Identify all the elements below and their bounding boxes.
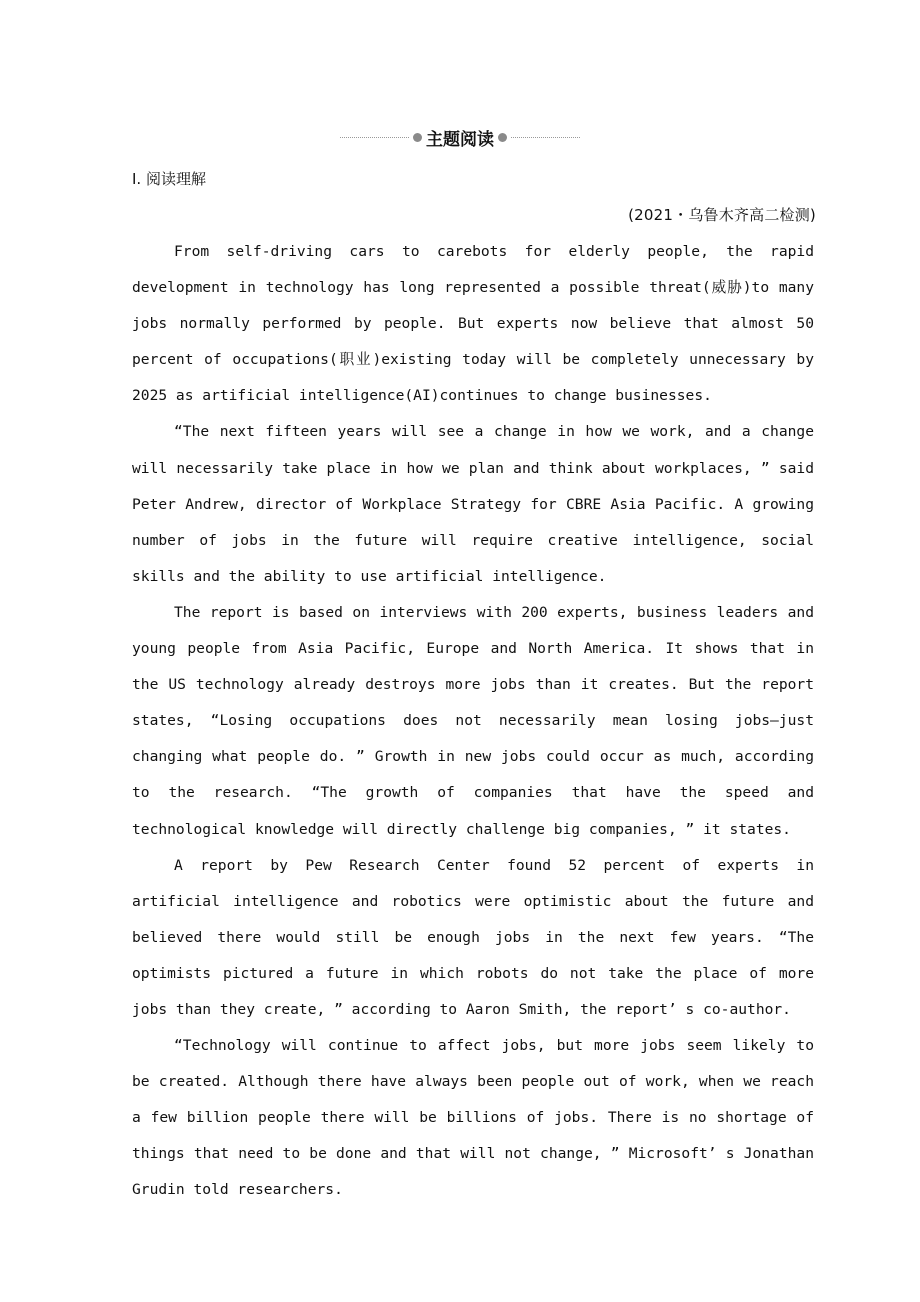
paragraph: “Technology will continue to affect jobs, but more jobs seem likely to be created. Although there have always been people out of work, when we reach a few billion people there will be billions of jobs. There is no shortage of things that need to be done and that will not change, ” Microsoft’ s Jonathan Grudin told researchers. xyxy=(132,1037,814,1199)
paragraph: The report is based on interviews with 200 experts, business leaders and young people from Asia Pacific, Europe and North America. It shows that in the US technology already destroys more jobs than it creates. But the report states, “Losing occupations does not necessarily mean losing jobs—just changing what people do. ” Growth in new jobs could occur as much, according to the research. “The growth of companies that have the speed and technological knowledge will directly challenge big companies, ” it states. xyxy=(132,603,814,838)
paragraph: A report by Pew Research Center found 52 percent of experts in artificial intelligence and robotics were optimistic about the future and believed there would still be enough jobs in the next few years. “The optimists pictured a future in which robots do not take the place of more jobs than they create, ” according to Aaron Smith, the report’ s co-author. xyxy=(132,856,814,1018)
banner-right-dot-icon xyxy=(498,133,507,142)
paragraph: “The next fifteen years will see a change in how we work, and a change will necessarily take place in how we plan and think about workplaces, ” said Peter Andrew, director of Workplace Strategy for CBRE Asia Pacific. A growing number of jobs in the future will require creative intelligence, social skills and the ability to use artificial intelligence. xyxy=(132,423,814,585)
paragraph: From self-driving cars to carebots for elderly people, the rapid development in technology has long represented a possible threat(威胁)to many jobs normally performed by people. But experts now believe that almost 50 percent of occupations(职业)existing today will be completely unnecessary by 2025 as artificial intelligence(AI)continues to change businesses. xyxy=(132,243,814,405)
banner-title: 主题阅读 xyxy=(426,129,494,150)
source-citation: (2021・乌鲁木齐高二检测) xyxy=(628,206,816,224)
banner-left-dot-icon xyxy=(413,133,422,142)
banner-left-rule xyxy=(340,137,409,138)
section-heading: Ⅰ. 阅读理解 xyxy=(132,170,206,188)
reading-passage xyxy=(132,234,814,1209)
banner-right-rule xyxy=(511,137,580,138)
section-banner xyxy=(340,122,580,152)
